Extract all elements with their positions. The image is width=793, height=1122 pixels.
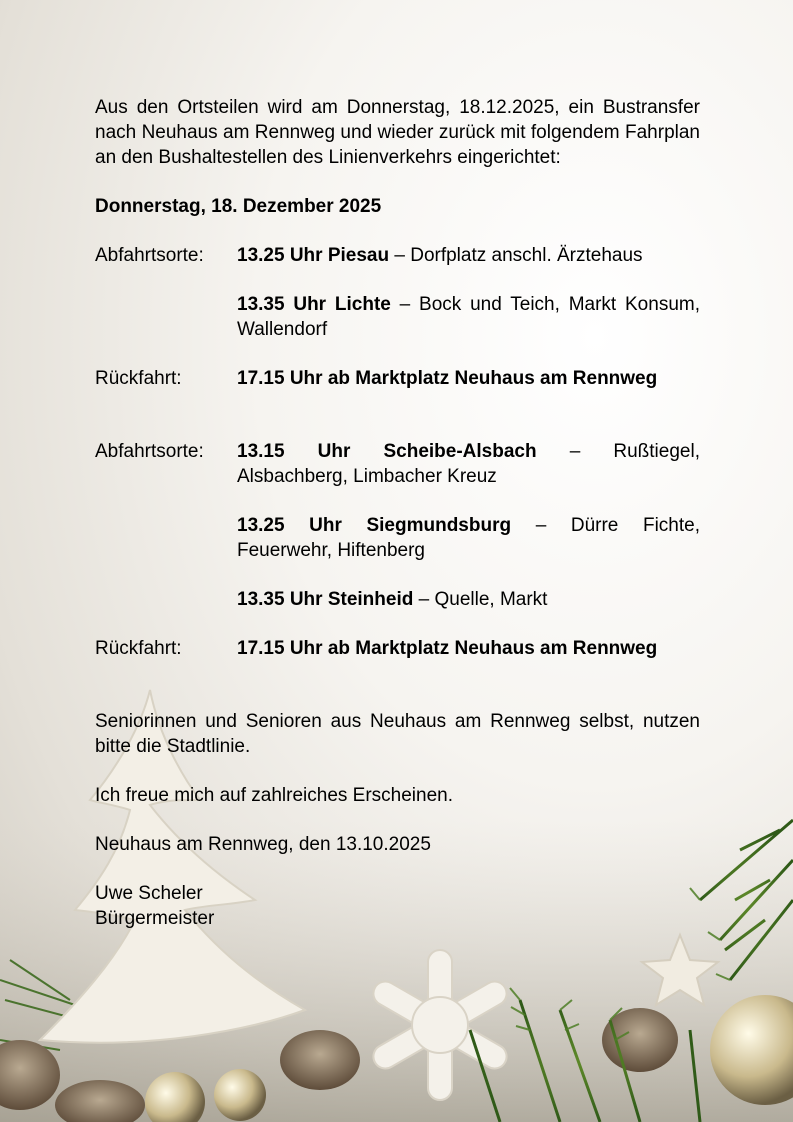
return-text: 17.15 Uhr ab Marktplatz Neuhaus am Rennweg — [237, 638, 658, 659]
departure-group-1 — [95, 243, 700, 268]
place-date: Neuhaus am Rennweg, den 13.10.2025 — [95, 834, 431, 855]
return-label: Rückfahrt: — [95, 638, 182, 659]
ornament-ball-icon — [214, 1069, 266, 1121]
pine-cone-icon — [280, 1030, 360, 1090]
return-text: 17.15 Uhr ab Marktplatz Neuhaus am Rennweg — [237, 368, 658, 389]
departure-label: Abfahrtsorte: — [95, 245, 204, 266]
departure-label: Abfahrtsorte: — [95, 441, 204, 462]
stop-entry: 13.15 Uhr Scheibe-Alsbach – Rußtiegel, Alsbachberg, Limbacher Kreuz — [237, 441, 700, 487]
seniors-note: Seniorinnen und Senioren aus Neuhaus am Rennweg selbst, nutzen bitte die Stadtlinie. — [95, 711, 700, 757]
intro-paragraph: Aus den Ortsteilen wird am Donnerstag, 18.12.2025, ein Bustransfer nach Neuhaus am Rennweg und wieder zurück mit folgendem Fahrplan an den Bushaltestellen des Linienverkehrs eingerichtet: — [95, 97, 700, 168]
signer-name: Uwe Scheler — [95, 883, 203, 904]
departure-group-2 — [95, 439, 700, 489]
closing-line: Ich freue mich auf zahlreiches Erscheinen. — [95, 785, 454, 806]
return-trip-1 — [95, 366, 700, 391]
return-label: Rückfahrt: — [95, 368, 182, 389]
stop-entry: 13.35 Uhr Lichte – Bock und Teich, Markt Konsum, Wallendorf — [237, 294, 700, 340]
return-trip-2 — [95, 636, 700, 661]
stop-entry: 13.25 Uhr Piesau – Dorfplatz anschl. Ärztehaus — [237, 245, 643, 266]
date-heading: Donnerstag, 18. Dezember 2025 — [95, 196, 382, 217]
stop-entry: 13.25 Uhr Siegmundsburg – Dürre Fichte, Feuerwehr, Hiftenberg — [237, 515, 700, 561]
stop-entry: 13.35 Uhr Steinheid – Quelle, Markt — [237, 589, 548, 610]
signer-title: Bürgermeister — [95, 908, 215, 929]
letter-body — [95, 95, 700, 931]
